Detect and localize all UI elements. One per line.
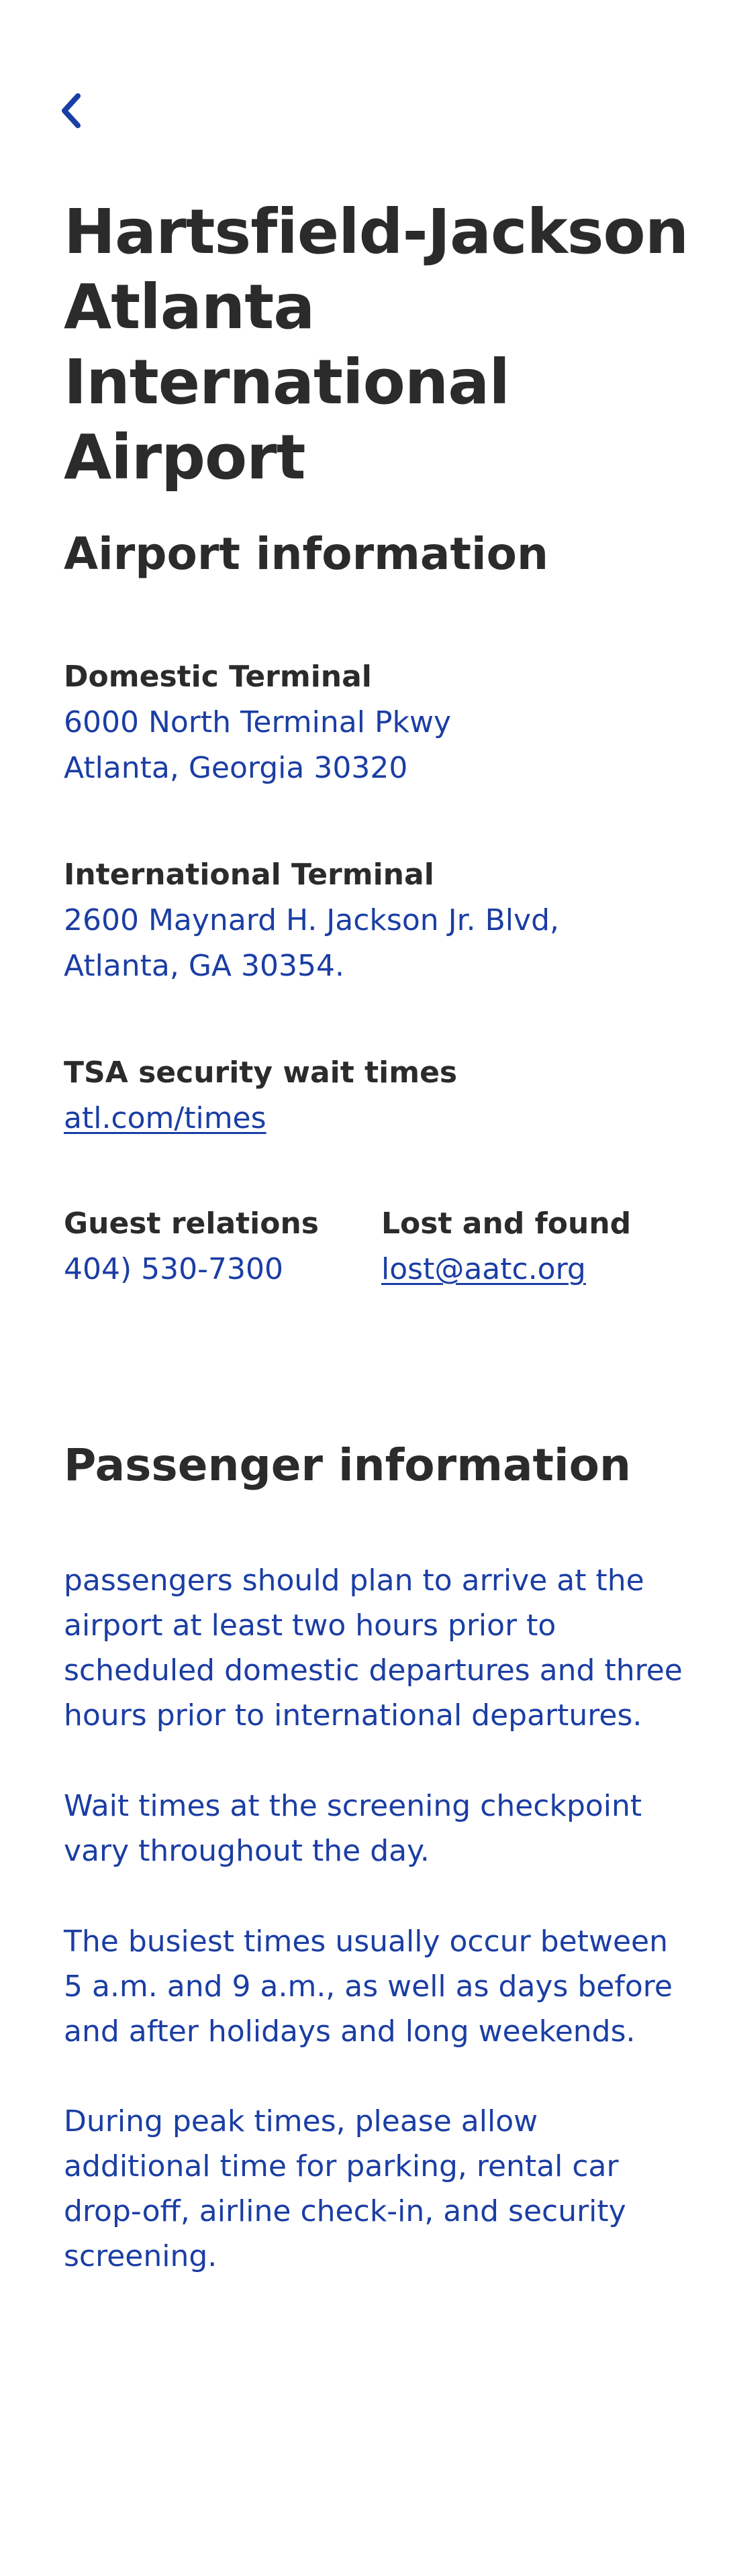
domestic-terminal-label: Domestic Terminal [64, 660, 372, 694]
airport-info-heading: Airport information [64, 528, 548, 580]
lost-and-found-block [381, 1201, 631, 1292]
tsa-wait-times-link[interactable]: atl.com/times [64, 1101, 266, 1135]
passenger-info-paragraph: The busiest times usually occur between 5 a.m. and 9 a.m., as well as days before and after holidays and long weekends. [64, 1924, 673, 2049]
passenger-info-paragraph: Wait times at the screening checkpoint vary throughout the day. [64, 1789, 642, 1868]
chevron-left-icon [59, 92, 82, 130]
international-terminal-block [64, 852, 559, 989]
domestic-terminal-block [64, 654, 451, 791]
passenger-info-heading: Passenger information [64, 1439, 632, 1491]
international-address-line1[interactable]: 2600 Maynard H. Jackson Jr. Blvd, [64, 903, 559, 937]
tsa-wait-times-block [64, 1050, 457, 1141]
lost-and-found-email-link[interactable]: lost@aatc.org [381, 1252, 586, 1286]
international-terminal-label: International Terminal [64, 858, 434, 892]
guest-relations-label: Guest relations [64, 1206, 319, 1241]
lost-and-found-label: Lost and found [381, 1206, 632, 1241]
passenger-info-paragraph: During peak times, please allow additional time for parking, rental car drop-off, airline check-in, and security screening. [64, 2104, 626, 2273]
tsa-wait-times-label: TSA security wait times [64, 1055, 458, 1090]
passenger-info-paragraph: passengers should plan to arrive at the airport at least two hours prior to scheduled domestic departures and three hours prior to international departures. [64, 1563, 683, 1733]
guest-relations-block [64, 1201, 319, 1292]
domestic-address-line1[interactable]: 6000 North Terminal Pkwy [64, 705, 451, 739]
page-title: Hartsfield-Jackson Atlanta International Airport [64, 196, 689, 493]
guest-relations-phone[interactable]: 404) 530-7300 [64, 1252, 283, 1286]
domestic-address-line2[interactable]: Atlanta, Georgia 30320 [64, 751, 408, 785]
international-address-line2[interactable]: Atlanta, GA 30354. [64, 949, 344, 983]
back-button[interactable] [50, 84, 91, 138]
